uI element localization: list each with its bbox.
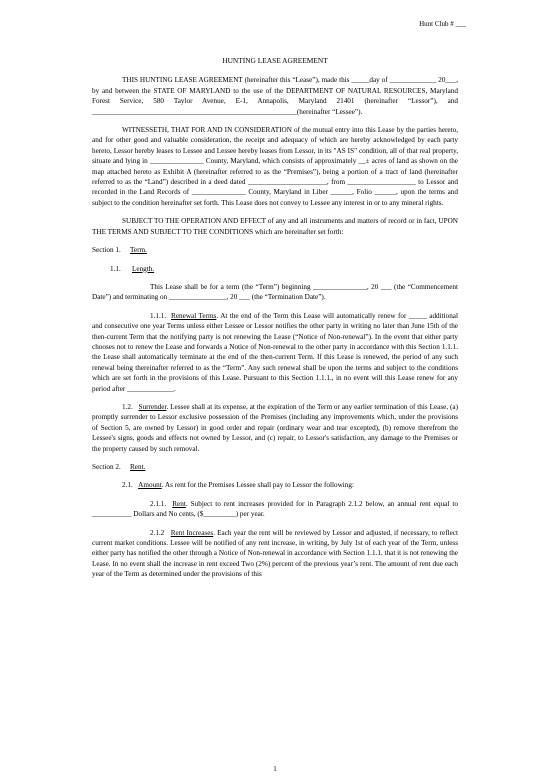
document-title: HUNTING LEASE AGREEMENT	[222, 56, 328, 65]
section-text: . Each year the rent will be reviewed by Lessor and adjusted, if necessary, to reflect current market conditions. Lessee will be notified of any rent increase, in writing, by July 1st of each year of the Term, unless either party has notified the other through a Notice of Non-renewal in accordance with Section 1.1.1. that it is not renewing the Lease. In no event shall the increase in rent exceed Two (2%) percent of the previous year’s rent. The amount of rent due each year of the Term as determined under the provisions of this	[92, 528, 459, 579]
section-title: Renewal Terms	[171, 311, 217, 320]
section-2-1-2	[92, 528, 458, 580]
page-number: 1	[273, 765, 277, 773]
section-2-1-1	[92, 499, 458, 520]
section-title: Length.	[132, 264, 155, 273]
section-number: 1.2.	[122, 402, 133, 411]
witnesseth-paragraph: WITNESSETH, THAT FOR AND IN CONSIDERATION of the mutual entry into this Lease by the parties hereto, and for other good and valuable consideration, the receipt and adequacy of which are hereby acknowledged by each party hereto, Lessor hereby leases to Lessee and Lessee hereby leases from Lessor, in its "AS IS" condition, all of that real property, situate and lying in _______________ County, Maryland, which consists of approximately __± acres of land as shown on the map attached hereto as Exhibit A (hereinafter referred to as the “Premises”), being a portion of a tract of land (hereinafter referred to as the “Land”) described in a deed dated ______________________, from ___________________ to Lessor and recorded in the Land Records of _______________ County, Maryland in Liber ______, Folio ______, upon the terms and subject to the condition hereinafter set forth. This Lease does not convey to Lessee any interest in or to any mineral rights.	[92, 126, 458, 207]
section-title: Rent.	[130, 463, 146, 471]
section-text: . As rent for the Premises Lessee shall pay to Lessor the following:	[161, 481, 354, 490]
section-number: Section 1.	[92, 246, 121, 255]
section-2-heading	[92, 462, 458, 472]
intro-paragraph: THIS HUNTING LEASE AGREEMENT (hereinafter this “Lease”), made this _____day of _____________ 20___, by and between the STATE OF MARYLAND to the use of the DEPARTMENT OF NATURAL RESOURCES, Maryland Forest Service, 580 Taylor Avenue, E-1, Annapolis, Maryland 21401 (hereinafter “Lessor”), and _________________________________________________________(hereinafter “Lessee”).	[92, 76, 458, 116]
section-title: Rent	[172, 499, 186, 508]
section-text: . Subject to rent increases provided for in Paragraph 2.1.2 below, an annual rent equal to ___________ Dollars and No cents, ($_________) per year.	[92, 499, 458, 519]
section-text: . At the end of the Term this Lease will automatically renew for _____ additional and consecutive one year Terms unless either Lessee or Lessor notifies the other party in writing no later than June 15th of the then-current Term that the notifying party is not renewing the Lease (“Notice of Non-renewal”). In the event that either party chooses not to renew the Lease and forwards a Notice of Non-renewal to the other party in accordance with this Section 1.1.1. the Lease shall automatically terminate at the end of the then-current Term. If this Lease is renewed, the period of any such renewal being thereinafter referred to as the “Term”. Any such renewal shall be upon the terms and subject to the conditions which are set forth in the provisions of this Lease. Pursuant to this Section 1.1.1., in no event will this Lease renew for any period after _____________.	[92, 311, 458, 393]
section-2-1	[92, 480, 458, 490]
section-title: Term.	[130, 246, 147, 255]
section-number: Section 2.	[92, 463, 121, 471]
section-1-1-heading	[110, 264, 458, 274]
section-number: 1.1.	[110, 264, 121, 273]
hunt-club-number: Hunt Club # ___	[419, 20, 466, 28]
section-1-1-1	[92, 311, 458, 394]
section-1-2	[92, 402, 458, 454]
subject-paragraph: SUBJECT TO THE OPERATION AND EFFECT of any and all instruments and matters of record or in fact, UPON THE TERMS AND SUBJECT TO THE CONDITIONS which are hereinafter set forth:	[92, 217, 458, 236]
section-number: 1.1.1.	[150, 311, 167, 320]
section-number: 2.1.2	[150, 528, 165, 537]
section-title: Rent Increases	[170, 528, 214, 537]
section-title: Surrender	[138, 402, 167, 411]
section-number: 2.1.	[122, 481, 133, 490]
section-text: . Lessee shall at its expense, at the expiration of the Term or any earlier termination of this Lease, (a) promptly surrender to Lessor exclusive possession of the Premises (including any improvements which, under the provisions of Section 5, are owned by Lessor) in good order and repair (ordinary wear and tear excepted), (b) remove therefrom the Lessee's signs, goods and effects not owned by Lessor, and (c) repair, to Lessor's satisfaction, any damage to the Premises or the property caused by such removal.	[92, 402, 459, 453]
section-1-heading	[92, 245, 458, 255]
document-body	[92, 56, 458, 588]
section-title: Amount	[138, 481, 162, 490]
section-1-1-text: This Lease shall be for a term (the “Term”) beginning _______________, 20 ___ (the “Commencement Date”) and terminating on ________________, 20 ___ (the “Termination Date”).	[92, 282, 458, 302]
section-number: 2.1.1.	[150, 499, 167, 508]
